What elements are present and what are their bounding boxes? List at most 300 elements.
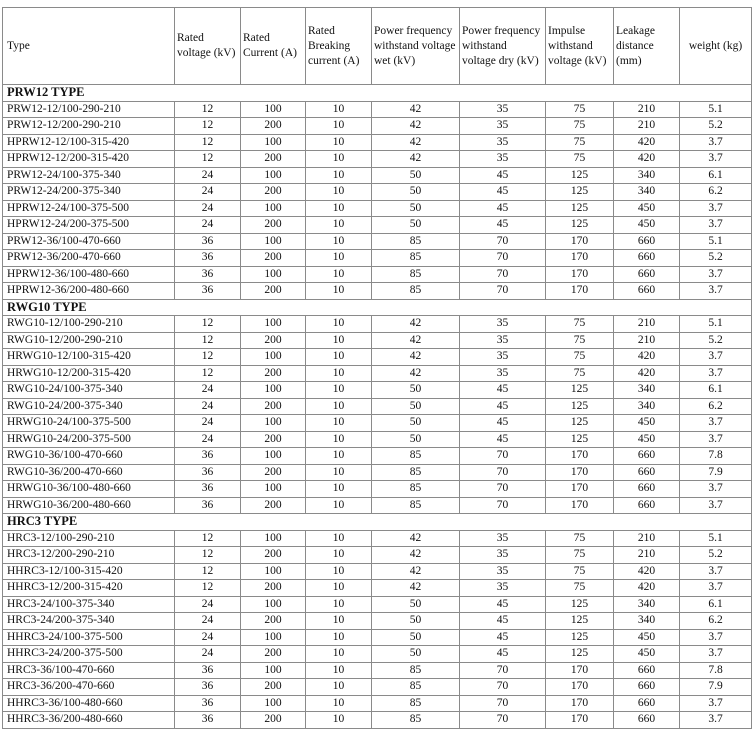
cell-rated-current: 200 (241, 184, 306, 201)
cell-power-frequency-wet: 42 (372, 530, 460, 547)
cell-rated-current: 200 (241, 646, 306, 663)
table-header (3, 8, 752, 85)
cell-impulse-voltage: 170 (546, 448, 614, 465)
table-row (3, 233, 752, 250)
section-header-row (3, 85, 752, 102)
cell-power-frequency-wet: 42 (372, 563, 460, 580)
cell-weight: 3.7 (680, 217, 752, 234)
cell-power-frequency-wet: 42 (372, 118, 460, 135)
table-row (3, 266, 752, 283)
table-row (3, 316, 752, 333)
cell-impulse-voltage: 125 (546, 431, 614, 448)
header-rated-breaking-current: Rated Breaking current (A) (306, 8, 372, 85)
cell-power-frequency-dry: 35 (460, 530, 546, 547)
cell-rated-voltage: 36 (175, 233, 241, 250)
cell-power-frequency-wet: 42 (372, 101, 460, 118)
cell-power-frequency-dry: 35 (460, 365, 546, 382)
cell-impulse-voltage: 170 (546, 283, 614, 300)
cell-rated-current: 200 (241, 217, 306, 234)
cell-type: HHRC3-12/100-315-420 (3, 563, 175, 580)
cell-rated-breaking-current: 10 (306, 184, 372, 201)
cell-weight: 6.1 (680, 382, 752, 399)
cell-power-frequency-wet: 50 (372, 200, 460, 217)
cell-leakage-distance: 660 (614, 266, 680, 283)
cell-impulse-voltage: 170 (546, 679, 614, 696)
cell-rated-current: 100 (241, 233, 306, 250)
cell-rated-breaking-current: 10 (306, 266, 372, 283)
cell-impulse-voltage: 75 (546, 349, 614, 366)
cell-impulse-voltage: 75 (546, 332, 614, 349)
cell-rated-breaking-current: 10 (306, 200, 372, 217)
cell-leakage-distance: 660 (614, 712, 680, 729)
cell-weight: 3.7 (680, 497, 752, 514)
table-row (3, 497, 752, 514)
cell-rated-voltage: 24 (175, 382, 241, 399)
cell-rated-current: 100 (241, 530, 306, 547)
cell-power-frequency-dry: 70 (460, 679, 546, 696)
cell-rated-current: 200 (241, 283, 306, 300)
cell-rated-breaking-current: 10 (306, 481, 372, 498)
cell-rated-voltage: 36 (175, 283, 241, 300)
header-rated-current: Rated Current (A) (241, 8, 306, 85)
table-row (3, 662, 752, 679)
cell-type: HRWG10-24/200-375-500 (3, 431, 175, 448)
cell-weight: 3.7 (680, 431, 752, 448)
cell-rated-voltage: 24 (175, 398, 241, 415)
table-row (3, 365, 752, 382)
cell-rated-breaking-current: 10 (306, 283, 372, 300)
cell-type: HPRW12-24/100-375-500 (3, 200, 175, 217)
cell-rated-voltage: 36 (175, 250, 241, 267)
cell-power-frequency-wet: 85 (372, 283, 460, 300)
cell-impulse-voltage: 75 (546, 151, 614, 168)
cell-power-frequency-dry: 70 (460, 481, 546, 498)
cell-type: PRW12-12/100-290-210 (3, 101, 175, 118)
cell-rated-breaking-current: 10 (306, 151, 372, 168)
cell-type: HPRW12-36/100-480-660 (3, 266, 175, 283)
cell-power-frequency-wet: 85 (372, 266, 460, 283)
cell-impulse-voltage: 170 (546, 233, 614, 250)
cell-rated-current: 200 (241, 613, 306, 630)
table-row (3, 629, 752, 646)
cell-type: HRWG10-36/100-480-660 (3, 481, 175, 498)
cell-type: HPRW12-24/200-375-500 (3, 217, 175, 234)
cell-rated-voltage: 36 (175, 695, 241, 712)
cell-rated-breaking-current: 10 (306, 134, 372, 151)
cell-rated-breaking-current: 10 (306, 662, 372, 679)
cell-power-frequency-dry: 70 (460, 448, 546, 465)
cell-power-frequency-wet: 85 (372, 497, 460, 514)
cell-power-frequency-wet: 50 (372, 629, 460, 646)
cell-power-frequency-wet: 85 (372, 662, 460, 679)
cell-rated-current: 100 (241, 662, 306, 679)
cell-power-frequency-dry: 35 (460, 101, 546, 118)
cell-weight: 3.7 (680, 151, 752, 168)
table-row (3, 200, 752, 217)
cell-weight: 5.1 (680, 101, 752, 118)
cell-rated-voltage: 12 (175, 118, 241, 135)
cell-impulse-voltage: 75 (546, 530, 614, 547)
cell-leakage-distance: 660 (614, 695, 680, 712)
table-row (3, 101, 752, 118)
cell-weight: 6.2 (680, 398, 752, 415)
table-row (3, 712, 752, 729)
cell-rated-breaking-current: 10 (306, 398, 372, 415)
cell-weight: 7.9 (680, 679, 752, 696)
cell-rated-breaking-current: 10 (306, 382, 372, 399)
table-row (3, 217, 752, 234)
cell-weight: 3.7 (680, 266, 752, 283)
cell-power-frequency-wet: 42 (372, 332, 460, 349)
cell-impulse-voltage: 75 (546, 580, 614, 597)
cell-impulse-voltage: 75 (546, 563, 614, 580)
cell-power-frequency-wet: 50 (372, 382, 460, 399)
cell-power-frequency-wet: 85 (372, 481, 460, 498)
cell-type: RWG10-12/100-290-210 (3, 316, 175, 333)
cell-rated-current: 100 (241, 167, 306, 184)
cell-leakage-distance: 340 (614, 398, 680, 415)
cell-power-frequency-dry: 35 (460, 547, 546, 564)
cell-rated-breaking-current: 10 (306, 563, 372, 580)
cell-impulse-voltage: 125 (546, 217, 614, 234)
section-header-row (3, 514, 752, 531)
header-impulse-voltage: Impulse withstand voltage (kV) (546, 8, 614, 85)
cell-leakage-distance: 660 (614, 233, 680, 250)
cell-leakage-distance: 660 (614, 679, 680, 696)
cell-type: RWG10-24/200-375-340 (3, 398, 175, 415)
cell-rated-voltage: 12 (175, 349, 241, 366)
table-row (3, 415, 752, 432)
cell-power-frequency-dry: 70 (460, 497, 546, 514)
section-title: PRW12 TYPE (3, 85, 752, 102)
cell-power-frequency-wet: 85 (372, 712, 460, 729)
cell-rated-breaking-current: 10 (306, 547, 372, 564)
cell-rated-current: 200 (241, 497, 306, 514)
table-row (3, 349, 752, 366)
cell-power-frequency-dry: 70 (460, 266, 546, 283)
cell-type: PRW12-24/100-375-340 (3, 167, 175, 184)
cell-rated-current: 200 (241, 365, 306, 382)
cell-rated-voltage: 12 (175, 365, 241, 382)
cell-type: HRC3-12/100-290-210 (3, 530, 175, 547)
table-row (3, 431, 752, 448)
cell-rated-voltage: 36 (175, 481, 241, 498)
cell-weight: 6.2 (680, 613, 752, 630)
section-title: HRC3 TYPE (3, 514, 752, 531)
table-row (3, 481, 752, 498)
cell-rated-current: 200 (241, 547, 306, 564)
cell-weight: 5.2 (680, 547, 752, 564)
cell-weight: 5.2 (680, 250, 752, 267)
cell-power-frequency-dry: 35 (460, 134, 546, 151)
table-row (3, 118, 752, 135)
cell-impulse-voltage: 75 (546, 101, 614, 118)
cell-type: HPRW12-36/200-480-660 (3, 283, 175, 300)
cell-weight: 5.1 (680, 530, 752, 547)
cell-leakage-distance: 340 (614, 167, 680, 184)
fuse-spec-table (2, 7, 752, 729)
cell-power-frequency-dry: 45 (460, 431, 546, 448)
cell-type: HRC3-24/100-375-340 (3, 596, 175, 613)
cell-rated-current: 100 (241, 481, 306, 498)
cell-power-frequency-wet: 85 (372, 464, 460, 481)
cell-leakage-distance: 660 (614, 481, 680, 498)
cell-power-frequency-wet: 42 (372, 134, 460, 151)
table-body (3, 85, 752, 729)
cell-leakage-distance: 210 (614, 118, 680, 135)
cell-power-frequency-dry: 35 (460, 118, 546, 135)
cell-rated-breaking-current: 10 (306, 497, 372, 514)
cell-leakage-distance: 660 (614, 283, 680, 300)
cell-weight: 3.7 (680, 646, 752, 663)
cell-rated-breaking-current: 10 (306, 431, 372, 448)
cell-impulse-voltage: 125 (546, 613, 614, 630)
cell-leakage-distance: 340 (614, 382, 680, 399)
cell-power-frequency-dry: 45 (460, 646, 546, 663)
cell-leakage-distance: 210 (614, 547, 680, 564)
table-row (3, 167, 752, 184)
cell-power-frequency-dry: 45 (460, 200, 546, 217)
cell-power-frequency-dry: 45 (460, 184, 546, 201)
cell-type: HRC3-12/200-290-210 (3, 547, 175, 564)
cell-rated-current: 200 (241, 464, 306, 481)
header-power-frequency-dry: Power frequency withstand voltage dry (kV) (460, 8, 546, 85)
header-rated-voltage: Rated voltage (kV) (175, 8, 241, 85)
cell-leakage-distance: 420 (614, 134, 680, 151)
cell-power-frequency-dry: 70 (460, 712, 546, 729)
cell-power-frequency-dry: 70 (460, 464, 546, 481)
cell-power-frequency-dry: 45 (460, 167, 546, 184)
cell-power-frequency-wet: 42 (372, 349, 460, 366)
cell-leakage-distance: 660 (614, 497, 680, 514)
cell-rated-voltage: 24 (175, 217, 241, 234)
cell-rated-voltage: 12 (175, 547, 241, 564)
cell-type: HHRC3-12/200-315-420 (3, 580, 175, 597)
cell-leakage-distance: 210 (614, 332, 680, 349)
cell-rated-current: 200 (241, 151, 306, 168)
cell-impulse-voltage: 170 (546, 481, 614, 498)
cell-impulse-voltage: 75 (546, 316, 614, 333)
cell-power-frequency-dry: 35 (460, 332, 546, 349)
cell-rated-current: 100 (241, 629, 306, 646)
table-row (3, 547, 752, 564)
cell-type: HRWG10-24/100-375-500 (3, 415, 175, 432)
cell-impulse-voltage: 170 (546, 250, 614, 267)
cell-rated-current: 200 (241, 398, 306, 415)
cell-leakage-distance: 420 (614, 151, 680, 168)
cell-rated-voltage: 12 (175, 580, 241, 597)
cell-rated-voltage: 36 (175, 679, 241, 696)
cell-power-frequency-wet: 85 (372, 250, 460, 267)
cell-rated-breaking-current: 10 (306, 233, 372, 250)
cell-rated-breaking-current: 10 (306, 613, 372, 630)
cell-rated-breaking-current: 10 (306, 464, 372, 481)
cell-rated-breaking-current: 10 (306, 250, 372, 267)
cell-power-frequency-dry: 45 (460, 596, 546, 613)
cell-power-frequency-dry: 70 (460, 695, 546, 712)
cell-impulse-voltage: 125 (546, 629, 614, 646)
cell-rated-voltage: 12 (175, 151, 241, 168)
cell-power-frequency-wet: 42 (372, 580, 460, 597)
cell-weight: 6.1 (680, 167, 752, 184)
cell-power-frequency-dry: 45 (460, 613, 546, 630)
cell-leakage-distance: 340 (614, 613, 680, 630)
cell-rated-current: 100 (241, 101, 306, 118)
cell-leakage-distance: 660 (614, 448, 680, 465)
cell-weight: 5.1 (680, 233, 752, 250)
cell-leakage-distance: 450 (614, 415, 680, 432)
cell-impulse-voltage: 125 (546, 596, 614, 613)
cell-power-frequency-wet: 50 (372, 415, 460, 432)
cell-leakage-distance: 420 (614, 580, 680, 597)
cell-type: PRW12-12/200-290-210 (3, 118, 175, 135)
cell-leakage-distance: 660 (614, 662, 680, 679)
cell-rated-voltage: 36 (175, 712, 241, 729)
cell-power-frequency-dry: 70 (460, 250, 546, 267)
cell-type: HRC3-36/200-470-660 (3, 679, 175, 696)
cell-power-frequency-wet: 42 (372, 547, 460, 564)
cell-type: RWG10-24/100-375-340 (3, 382, 175, 399)
cell-power-frequency-dry: 45 (460, 629, 546, 646)
table-row (3, 151, 752, 168)
cell-type: HRC3-24/200-375-340 (3, 613, 175, 630)
cell-weight: 7.9 (680, 464, 752, 481)
cell-type: HPRW12-12/100-315-420 (3, 134, 175, 151)
cell-weight: 6.1 (680, 596, 752, 613)
cell-rated-breaking-current: 10 (306, 332, 372, 349)
cell-leakage-distance: 450 (614, 431, 680, 448)
cell-power-frequency-wet: 50 (372, 646, 460, 663)
cell-power-frequency-wet: 85 (372, 695, 460, 712)
cell-rated-breaking-current: 10 (306, 349, 372, 366)
cell-type: RWG10-36/200-470-660 (3, 464, 175, 481)
cell-rated-voltage: 12 (175, 134, 241, 151)
cell-power-frequency-wet: 50 (372, 217, 460, 234)
cell-impulse-voltage: 170 (546, 497, 614, 514)
cell-impulse-voltage: 125 (546, 398, 614, 415)
cell-rated-current: 100 (241, 134, 306, 151)
cell-rated-voltage: 12 (175, 563, 241, 580)
cell-power-frequency-dry: 45 (460, 217, 546, 234)
table-row (3, 580, 752, 597)
cell-weight: 6.2 (680, 184, 752, 201)
cell-leakage-distance: 210 (614, 530, 680, 547)
cell-rated-voltage: 24 (175, 200, 241, 217)
cell-power-frequency-wet: 50 (372, 167, 460, 184)
cell-rated-voltage: 12 (175, 316, 241, 333)
cell-impulse-voltage: 75 (546, 134, 614, 151)
cell-rated-breaking-current: 10 (306, 118, 372, 135)
cell-power-frequency-wet: 85 (372, 448, 460, 465)
cell-type: PRW12-24/200-375-340 (3, 184, 175, 201)
cell-power-frequency-dry: 70 (460, 662, 546, 679)
header-power-frequency-wet: Power frequency withstand voltage wet (kV) (372, 8, 460, 85)
cell-power-frequency-wet: 42 (372, 316, 460, 333)
cell-leakage-distance: 660 (614, 250, 680, 267)
cell-rated-current: 200 (241, 332, 306, 349)
cell-type: HHRC3-36/100-480-660 (3, 695, 175, 712)
cell-rated-voltage: 24 (175, 596, 241, 613)
cell-power-frequency-dry: 70 (460, 233, 546, 250)
cell-type: HRWG10-36/200-480-660 (3, 497, 175, 514)
cell-impulse-voltage: 170 (546, 712, 614, 729)
cell-impulse-voltage: 125 (546, 646, 614, 663)
cell-rated-breaking-current: 10 (306, 217, 372, 234)
cell-leakage-distance: 450 (614, 629, 680, 646)
cell-leakage-distance: 420 (614, 563, 680, 580)
cell-rated-voltage: 36 (175, 266, 241, 283)
table-row (3, 250, 752, 267)
section-title: RWG10 TYPE (3, 299, 752, 316)
cell-power-frequency-wet: 50 (372, 184, 460, 201)
cell-type: HHRC3-24/100-375-500 (3, 629, 175, 646)
cell-rated-breaking-current: 10 (306, 448, 372, 465)
cell-weight: 3.7 (680, 629, 752, 646)
cell-weight: 3.7 (680, 481, 752, 498)
cell-type: PRW12-36/100-470-660 (3, 233, 175, 250)
cell-rated-voltage: 24 (175, 167, 241, 184)
cell-power-frequency-wet: 42 (372, 151, 460, 168)
cell-power-frequency-dry: 45 (460, 398, 546, 415)
cell-weight: 3.7 (680, 695, 752, 712)
cell-power-frequency-dry: 45 (460, 382, 546, 399)
cell-rated-voltage: 12 (175, 530, 241, 547)
cell-power-frequency-wet: 50 (372, 431, 460, 448)
cell-type: HPRW12-12/200-315-420 (3, 151, 175, 168)
table-row (3, 283, 752, 300)
cell-weight: 7.8 (680, 448, 752, 465)
cell-weight: 3.7 (680, 712, 752, 729)
cell-impulse-voltage: 125 (546, 184, 614, 201)
cell-rated-breaking-current: 10 (306, 679, 372, 696)
cell-weight: 3.7 (680, 365, 752, 382)
cell-rated-voltage: 12 (175, 332, 241, 349)
cell-power-frequency-dry: 35 (460, 580, 546, 597)
cell-rated-breaking-current: 10 (306, 101, 372, 118)
cell-type: HRWG10-12/200-315-420 (3, 365, 175, 382)
cell-rated-current: 100 (241, 382, 306, 399)
header-weight: weight (kg) (680, 8, 752, 85)
cell-weight: 5.2 (680, 332, 752, 349)
cell-impulse-voltage: 170 (546, 695, 614, 712)
cell-rated-breaking-current: 10 (306, 530, 372, 547)
cell-power-frequency-dry: 35 (460, 349, 546, 366)
table-row (3, 646, 752, 663)
table-row (3, 398, 752, 415)
table-row (3, 613, 752, 630)
cell-weight: 5.2 (680, 118, 752, 135)
table-row (3, 679, 752, 696)
cell-power-frequency-wet: 50 (372, 596, 460, 613)
cell-rated-breaking-current: 10 (306, 695, 372, 712)
cell-weight: 3.7 (680, 134, 752, 151)
table-row (3, 382, 752, 399)
cell-rated-current: 100 (241, 563, 306, 580)
cell-impulse-voltage: 125 (546, 200, 614, 217)
table-row (3, 332, 752, 349)
cell-rated-voltage: 24 (175, 415, 241, 432)
table-row (3, 184, 752, 201)
cell-impulse-voltage: 125 (546, 415, 614, 432)
header-type: Type (3, 8, 175, 85)
cell-rated-voltage: 36 (175, 448, 241, 465)
cell-power-frequency-wet: 50 (372, 613, 460, 630)
table-row (3, 563, 752, 580)
cell-rated-current: 200 (241, 712, 306, 729)
cell-rated-breaking-current: 10 (306, 365, 372, 382)
cell-weight: 3.7 (680, 283, 752, 300)
cell-weight: 3.7 (680, 349, 752, 366)
